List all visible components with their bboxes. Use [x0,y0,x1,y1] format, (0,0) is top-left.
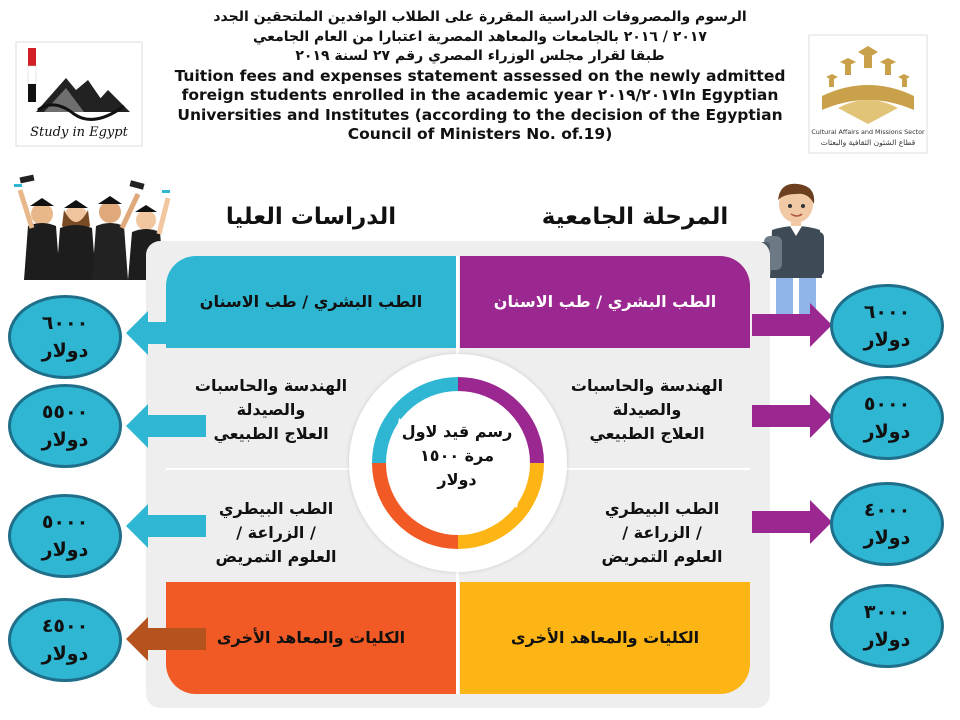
undergrad-fee-badge-4 [830,584,944,668]
postgrad-other-box [166,582,456,694]
fee-value: ٤٥٠٠ [41,615,89,637]
undergrad-arrow-2 [752,394,832,438]
undergrad-other-label: الكليات والمعاهد الأخرى [510,628,700,647]
undergrad-fee-badge-2 [830,376,944,460]
title-en-line-2: foreign students enrolled in the academic year ٢٠١٩/٢٠١٧In Egyptian [181,86,779,104]
undergrad-engineering-line-3: العلاج الطبيعي [589,424,705,443]
postgrad-veterinary-line-3: العلوم التمريض [215,547,337,566]
postgrad-arrow-1 [126,311,206,355]
postgrad-engineering-line-2: والصيدلة [236,400,306,419]
postgrad-veterinary-line-2: / الزراعة / [236,523,316,542]
fee-currency: دولار [41,340,89,362]
postgrad-arrow-4 [126,617,206,661]
fee-currency: دولار [41,429,89,451]
undergrad-veterinary-line-1: الطب البيطري [604,499,720,518]
registration-fee-line-1: رسم قيد لاول [401,422,513,441]
undergrad-fee-badge-1 [830,284,944,368]
fee-value: ٣٠٠٠ [863,601,911,623]
registration-fee-text [398,420,516,492]
undergrad-engineering-cell [562,360,732,460]
postgrad-veterinary-cell [186,488,366,578]
postgrad-heading: الدراسات العليا [225,204,397,230]
fee-value: ٤٠٠٠ [863,499,911,521]
undergrad-veterinary-line-2: / الزراعة / [622,523,702,542]
undergrad-heading: المرحلة الجامعية [541,204,729,230]
fee-value: ٦٠٠٠ [41,312,89,334]
undergrad-engineering-line-1: الهندسة والحاسبات [570,376,724,395]
title-en-line-4: Council of Ministers No. of.19) [347,125,613,143]
cultural-affairs-logo-text-en: Cultural Affairs and Missions Sector [811,128,925,136]
title-en-line-3: Universities and Institutes (according to the decision of the Egyptian [177,105,783,124]
postgrad-fee-badge-3 [8,494,122,578]
postgrad-fee-badge-4 [8,598,122,682]
title-ar-line-1: الرسوم والمصروفات الدراسية المقررة على الطلاب الوافدين الملتحقين الجدد [213,9,747,25]
postgrad-engineering-line-1: الهندسة والحاسبات [194,376,348,395]
postgrad-arrow-3 [126,504,206,548]
undergrad-arrow-1 [752,303,832,347]
fee-value: ٥٠٠٠ [41,511,89,533]
fee-currency: دولار [41,539,89,561]
undergrad-veterinary-cell [572,488,752,578]
undergrad-veterinary-line-3: العلوم التمريض [601,547,723,566]
study-in-egypt-logo [14,40,144,148]
postgrad-medicine-label: الطب البشري / طب الاسنان [199,292,423,311]
fee-value: ٥٠٠٠ [863,393,911,415]
title-en-line-1: Tuition fees and expenses statement assessed on the newly admitted [174,66,786,85]
undergrad-other-box [460,582,750,694]
fee-currency: دولار [863,421,911,443]
undergrad-arrow-3 [752,500,832,544]
fee-currency: دولار [41,643,89,665]
study-in-egypt-logo-text: Study in Egypt [30,125,128,140]
undergrad-medicine-label: الطب البشري / طب الاسنان [493,292,717,311]
fee-currency: دولار [863,329,911,351]
title-ar-line-3: طبقا لقرار مجلس الوزراء المصري رقم ٢٧ لسنة ٢٠١٩ [295,48,665,64]
fee-currency: دولار [863,527,911,549]
undergrad-medicine-box [460,256,750,348]
title-ar-line-2: ٢٠١٧ / ٢٠١٦ بالجامعات والمعاهد المصرية اعتبارا من العام الجامعي [253,28,707,45]
undergrad-fee-badge-3 [830,482,944,566]
fee-currency: دولار [863,629,911,651]
postgrad-veterinary-line-1: الطب البيطري [218,499,334,518]
postgrad-arrow-2 [126,404,206,448]
cultural-affairs-logo-text-ar: قطاع الشئون الثقافية والبعثات [820,138,916,147]
postgrad-medicine-box [166,256,456,348]
fee-value: ٦٠٠٠ [863,301,911,323]
document-title [150,8,810,145]
postgrad-fee-badge-1 [8,295,122,379]
undergrad-engineering-line-2: والصيدلة [612,400,682,419]
postgrad-other-label: الكليات والمعاهد الأخرى [216,628,406,647]
fee-value: ٥٥٠٠ [41,401,89,423]
postgrad-engineering-line-3: العلاج الطبيعي [213,424,329,443]
cultural-affairs-logo [808,34,928,154]
registration-fee-line-2: مرة ١٥٠٠ [420,446,494,465]
postgrad-fee-badge-2 [8,384,122,468]
registration-fee-line-3: دولار [437,470,477,489]
